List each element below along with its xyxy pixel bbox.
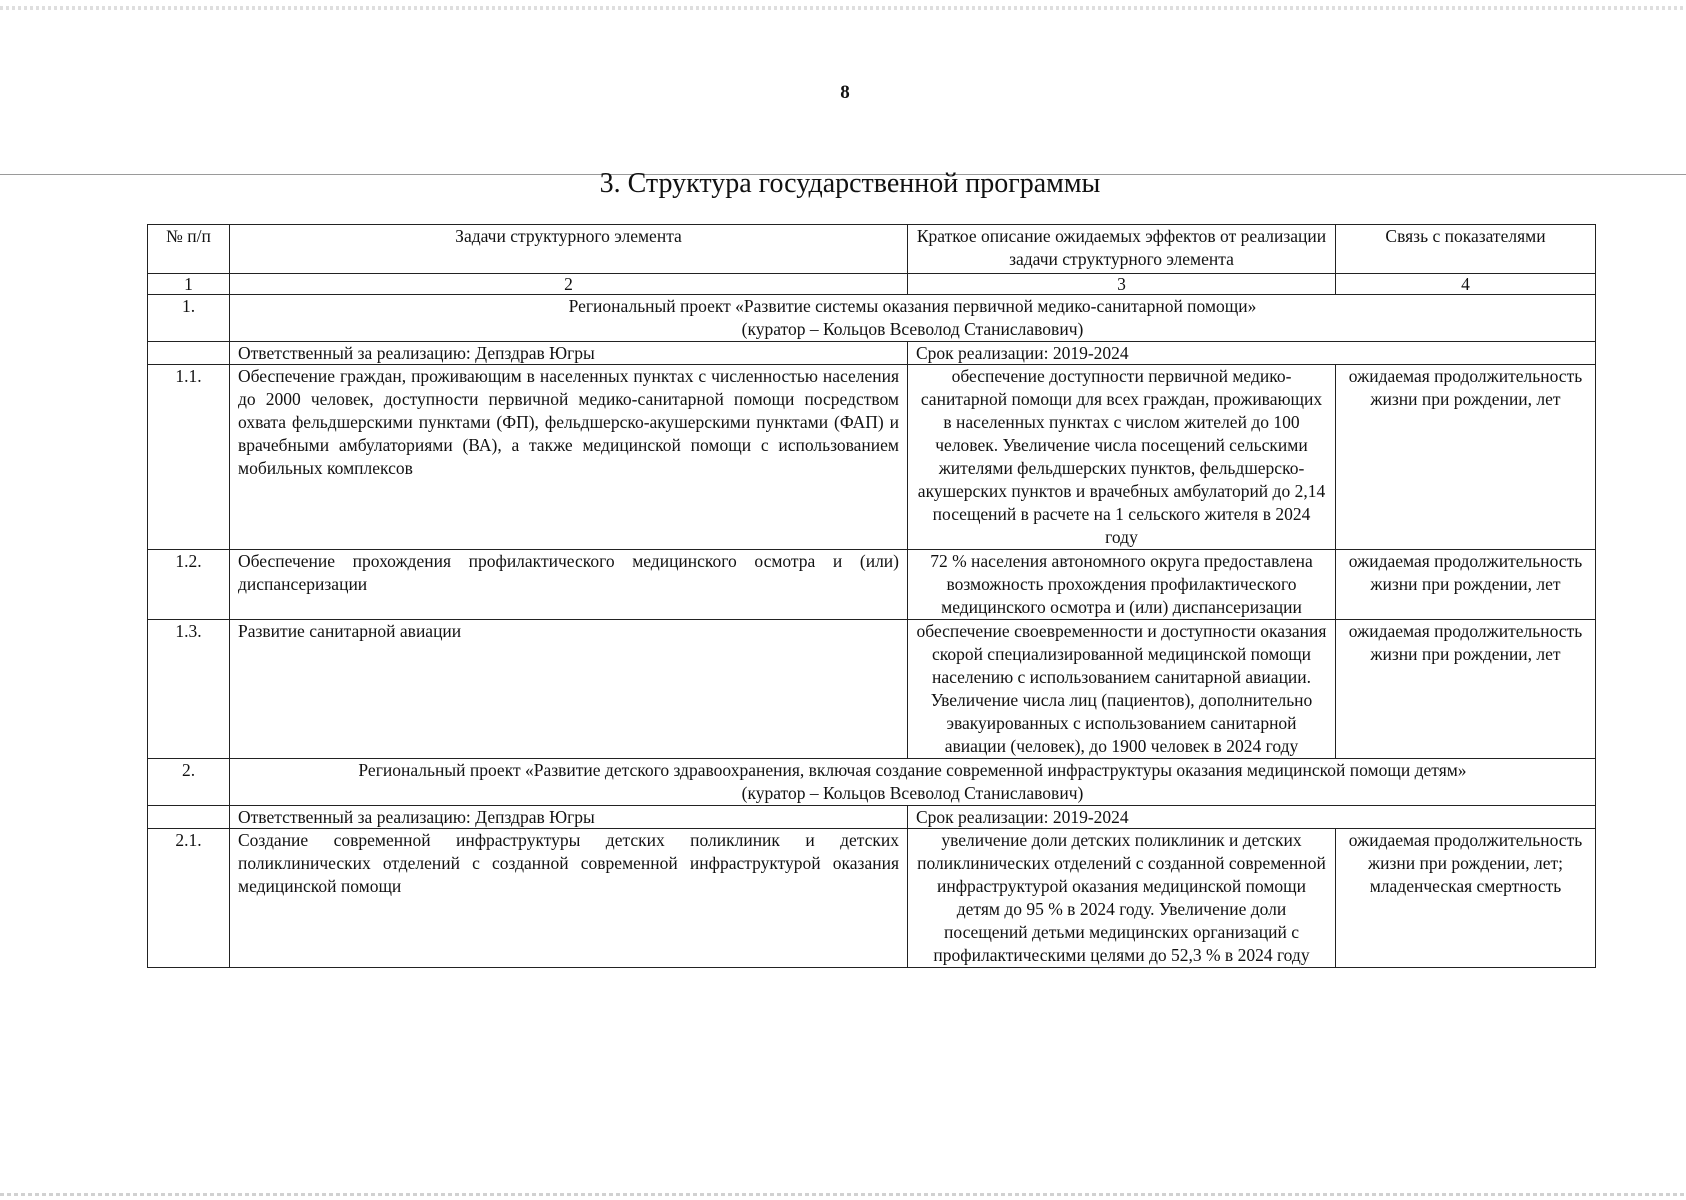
- task-text: Развитие санитарной авиации: [230, 620, 908, 759]
- column-number: 2: [230, 274, 908, 295]
- effect-text: обеспечение доступности первичной медико-санитарной помощи для всех граждан, проживающих в населенных пунктах с числом жителей до 100 человек. Увеличение числа посещений сельскими жителями фельдшерских пунктов, фельдшерско-акушерских пунктов и врачебных амбулаторий до 2,14 посещений в расчете на 1 сельского жителя в 2024 году: [908, 365, 1336, 550]
- task-number: 1.2.: [148, 550, 230, 620]
- column-number-row: [148, 274, 1596, 295]
- empty-cell: [148, 342, 230, 365]
- project-curator: (куратор – Кольцов Всеволод Станиславович): [741, 319, 1084, 339]
- project-cell: [230, 295, 1596, 342]
- page-number: 8: [840, 82, 850, 103]
- project-row: [148, 759, 1596, 806]
- header-tasks: Задачи структурного элемента: [230, 225, 908, 274]
- project-number: 2.: [148, 759, 230, 806]
- project-title: Региональный проект «Развитие детского здравоохранения, включая создание современной инфраструктуры оказания медицинской помощи детям»: [358, 760, 1467, 780]
- task-row: [148, 620, 1596, 759]
- task-number: 1.3.: [148, 620, 230, 759]
- indicator-text: ожидаемая продолжительность жизни при рождении, лет: [1336, 550, 1596, 620]
- scan-artifact-top: [0, 6, 1686, 10]
- header-indicators: Связь с показателями: [1336, 225, 1596, 274]
- responsible-text: Ответственный за реализацию: Депздрав Югры: [230, 806, 908, 829]
- task-text: Создание современной инфраструктуры детских поликлиник и детских поликлинических отделений с созданной современной инфраструктурой оказания медицинской помощи: [230, 829, 908, 968]
- project-cell: [230, 759, 1596, 806]
- program-structure-table: [147, 224, 1596, 968]
- column-number: 1: [148, 274, 230, 295]
- scan-artifact-bottom: [0, 1193, 1686, 1196]
- project-number: 1.: [148, 295, 230, 342]
- section-title: 3. Структура государственной программы: [599, 168, 1101, 199]
- effect-text: 72 % населения автономного округа предоставлена возможность прохождения профилактического медицинского осмотра и (или) диспансеризации: [908, 550, 1336, 620]
- task-row: [148, 550, 1596, 620]
- header-number: № п/п: [148, 225, 230, 274]
- task-text: Обеспечение прохождения профилактического медицинского осмотра и (или) диспансеризации: [230, 550, 908, 620]
- task-row: [148, 829, 1596, 968]
- responsible-row: [148, 342, 1596, 365]
- project-curator: (куратор – Кольцов Всеволод Станиславович): [741, 783, 1084, 803]
- term-text: Срок реализации: 2019-2024: [908, 342, 1596, 365]
- empty-cell: [148, 806, 230, 829]
- term-text: Срок реализации: 2019-2024: [908, 806, 1596, 829]
- header-effects: Краткое описание ожидаемых эффектов от реализации задачи структурного элемента: [908, 225, 1336, 274]
- responsible-text: Ответственный за реализацию: Депздрав Югры: [230, 342, 908, 365]
- column-number: 3: [908, 274, 1336, 295]
- task-number: 2.1.: [148, 829, 230, 968]
- task-number: 1.1.: [148, 365, 230, 550]
- task-row: [148, 365, 1596, 550]
- indicator-text: ожидаемая продолжительность жизни при рождении, лет: [1336, 365, 1596, 550]
- effect-text: увеличение доли детских поликлиник и детских поликлинических отделений с созданной современной инфраструктурой оказания медицинской помощи детям до 95 % в 2024 году. Увеличение доли посещений детьми медицинских организаций с профилактическими целями до 52,3 % в 2024 году: [908, 829, 1336, 968]
- column-number: 4: [1336, 274, 1596, 295]
- table-header-row: [148, 225, 1596, 274]
- task-text: Обеспечение граждан, проживающим в населенных пунктах с численностью населения до 2000 человек, доступности первичной медико-санитарной помощи посредством охвата фельдшерскими пунктами (ФП), фельдшерско-акушерскими пунктами (ФАП) и врачебными амбулаториями (ВА), а также медицинской помощи с использованием мобильных комплексов: [230, 365, 908, 550]
- project-title: Региональный проект «Развитие системы оказания первичной медико-санитарной помощи»: [568, 296, 1257, 316]
- indicator-text: ожидаемая продолжительность жизни при рождении, лет; младенческая смертность: [1336, 829, 1596, 968]
- responsible-row: [148, 806, 1596, 829]
- project-row: [148, 295, 1596, 342]
- effect-text: обеспечение своевременности и доступности оказания скорой специализированной медицинской помощи населению с использованием санитарной авиации. Увеличение числа лиц (пациентов), дополнительно эвакуированных с использованием санитарной авиации (человек), до 1900 человек в 2024 году: [908, 620, 1336, 759]
- indicator-text: ожидаемая продолжительность жизни при рождении, лет: [1336, 620, 1596, 759]
